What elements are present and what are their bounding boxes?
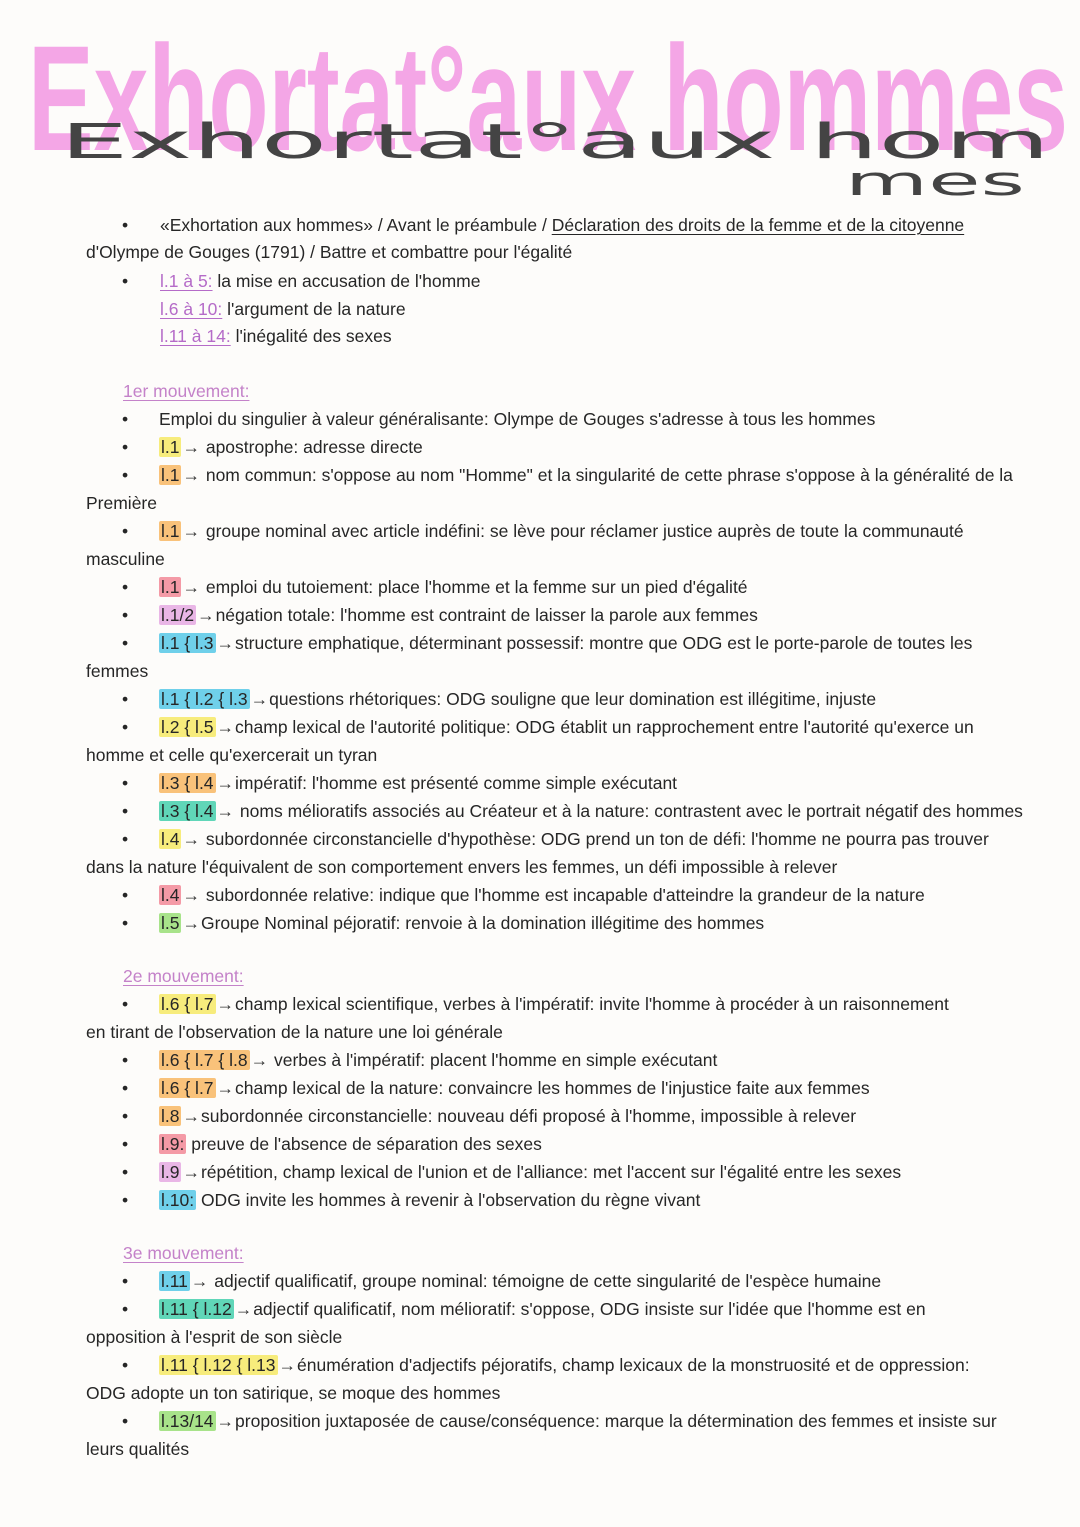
bullet: • — [122, 1161, 129, 1182]
title-ink-line2: mes — [845, 159, 1025, 205]
bullet: • — [122, 772, 129, 793]
list-item — [86, 517, 1061, 573]
plan-text: l'inégalité des sexes — [230, 326, 392, 346]
arrow-icon: → — [278, 1354, 296, 1375]
item-continuation: homme et celle qu'exercerait un tyran — [86, 744, 378, 765]
item-text: ODG invite les hommes à revenir à l'observation du règne vivant — [196, 1189, 701, 1210]
document-body — [86, 212, 1061, 1463]
plan-list — [86, 268, 1061, 351]
bullet: • — [122, 1105, 129, 1126]
bullet: • — [122, 632, 129, 653]
line-ref-highlight: l.4 — [161, 828, 180, 849]
list-item — [86, 1267, 1061, 1295]
item-text: subordonnée relative: indique que l'homme est incapable d'atteindre la grandeur de la nature — [200, 884, 925, 905]
item-text: énumération d'adjectifs péjoratifs, champ lexicaux de la monstruosité et de oppression: — [297, 1354, 970, 1375]
line-ref-highlight: l.1/2 — [161, 604, 195, 625]
list-item — [86, 881, 1061, 909]
arrow-icon: → — [216, 716, 235, 737]
item-text: champ lexical de l'autorité politique: ODG établit un rapprochement entre l'autorité qu'exerce un — [235, 716, 974, 737]
line-ref-highlight: l.13/14 — [161, 1410, 214, 1431]
bullet: • — [122, 604, 129, 625]
item-text: proposition juxtaposée de cause/conséquence: marque la détermination des femmes et insiste sur — [235, 1410, 997, 1431]
arrow-icon: → — [182, 520, 200, 541]
plan-item — [160, 323, 1061, 351]
line-ref-highlight: l.10: — [161, 1189, 195, 1210]
arrow-icon: → — [216, 993, 235, 1014]
bullet: • — [122, 993, 129, 1014]
list-item — [86, 1351, 1061, 1407]
line-ref-highlight: l.1 — [161, 520, 180, 541]
item-text: preuve de l'absence de séparation des sexes — [186, 1133, 542, 1154]
bullet: • — [122, 1298, 129, 1319]
arrow-icon: → — [216, 1077, 235, 1098]
item-text: adjectif qualificatif, nom mélioratif: s'oppose, ODG insiste sur l'idée que l'homme est en — [253, 1298, 926, 1319]
line-ref-highlight: l.1 { l.2 { l.3 — [161, 688, 248, 709]
bullet: • — [122, 800, 129, 821]
arrow-icon: → — [190, 1270, 209, 1291]
title-ink-line1: Exhortat°aux hom — [60, 114, 1050, 170]
item-text: verbes à l'impératif: placent l'homme en simple exécutant — [269, 1049, 718, 1070]
item-continuation: masculine — [86, 548, 165, 569]
intro-source-title: Déclaration des droits de la femme et de la citoyenne — [551, 215, 965, 235]
line-ref: l.6 à 10: — [160, 298, 223, 319]
handwritten-title — [0, 0, 1080, 210]
item-text: structure emphatique, déterminant possessif: montre que ODG est le porte-parole de toutes les — [235, 632, 973, 653]
list-item — [86, 909, 1061, 937]
bullet: • — [122, 1354, 129, 1375]
list-item — [86, 1407, 1061, 1463]
list-item — [86, 601, 1061, 629]
arrow-icon: → — [182, 828, 200, 849]
bullet: • — [122, 828, 129, 849]
arrow-icon: → — [182, 912, 200, 933]
list-item — [86, 990, 1061, 1046]
plan-text: l'argument de la nature — [222, 298, 406, 319]
line-ref-highlight: l.3 { l.4 — [161, 772, 214, 793]
item-text: apostrophe: adresse directe — [200, 436, 423, 457]
item-continuation: ODG adopte un ton satirique, se moque des hommes — [86, 1382, 501, 1403]
list-item — [86, 573, 1061, 601]
plan-text: la mise en accusation de l'homme — [212, 271, 481, 291]
item-continuation: Première — [86, 492, 157, 513]
list-item — [86, 1186, 1061, 1214]
bullet: • — [122, 1049, 129, 1070]
arrow-icon: → — [250, 1049, 269, 1070]
line-ref-highlight: l.1 — [161, 436, 180, 457]
list-item — [86, 685, 1061, 713]
title-pink-letters: Exhortat°aux hommes — [28, 14, 1068, 182]
bullet: • — [122, 1189, 129, 1210]
item-text: groupe nominal avec article indéfini: se lève pour réclamer justice auprès de toute la communauté — [200, 520, 964, 541]
plan-item — [160, 268, 1061, 296]
list-item — [86, 713, 1061, 769]
arrow-icon: → — [216, 632, 235, 653]
line-ref: l.1 à 5: — [160, 271, 213, 291]
item-text: répétition, champ lexical de l'union et de l'alliance: met l'accent sur l'égalité entre les sexes — [200, 1161, 902, 1182]
bullet: • — [122, 1077, 129, 1098]
intro-text: «Exhortation aux hommes» / Avant le préambule / — [160, 215, 552, 235]
bullet: • — [122, 688, 129, 709]
item-continuation: dans la nature l'équivalent de son comportement envers les femmes, un défi impossible à relever — [86, 856, 838, 877]
bullet: • — [122, 576, 129, 597]
list-item — [86, 825, 1061, 881]
plan-item — [160, 296, 1061, 324]
bullet: • — [122, 215, 129, 235]
item-text: Groupe Nominal péjoratif: renvoie à la domination illégitime des hommes — [200, 912, 765, 933]
item-text: questions rhétoriques: ODG souligne que leur domination est illégitime, injuste — [269, 688, 877, 709]
bullet: • — [122, 912, 129, 933]
bullet: • — [122, 271, 129, 291]
item-continuation: en tirant de l'observation de la nature une loi générale — [86, 1021, 503, 1042]
arrow-icon: → — [216, 772, 235, 793]
item-text: Emploi du singulier à valeur généralisante: Olympe de Gouges s'adresse à tous les hommes — [159, 408, 876, 429]
intro-block — [86, 212, 1061, 266]
list-item — [86, 1074, 1061, 1102]
item-text: impératif: l'homme est présenté comme simple exécutant — [235, 772, 678, 793]
item-text: champ lexical de la nature: convaincre les hommes de l'injustice faite aux femmes — [235, 1077, 870, 1098]
item-text: subordonnée circonstancielle d'hypothèse: ODG prend un ton de défi: l'homme ne pourra pas trouver — [200, 828, 989, 849]
item-text: noms mélioratifs associés au Créateur et à la nature: contrastent avec le portrait négatif des hommes — [235, 800, 1023, 821]
line-ref-highlight: l.9: — [161, 1133, 185, 1154]
bullet: • — [122, 408, 129, 429]
line-ref-highlight: l.8 — [161, 1105, 180, 1126]
line-ref-highlight: l.6 { l.7 { l.8 — [161, 1049, 248, 1070]
arrow-icon: → — [182, 436, 200, 457]
item-text: négation totale: l'homme est contraint de laisser la parole aux femmes — [215, 604, 758, 625]
section-title-3: 3e mouvement: — [123, 1242, 244, 1263]
item-text: emploi du tutoiement: place l'homme et la femme sur un pied d'égalité — [200, 576, 748, 597]
line-ref-highlight: l.6 { l.7 — [161, 993, 214, 1014]
bullet: • — [122, 884, 129, 905]
line-ref-highlight: l.2 { l.5 — [161, 716, 214, 737]
line-ref-highlight: l.4 — [161, 884, 180, 905]
list-item — [86, 769, 1061, 797]
intro-line — [86, 212, 1061, 239]
arrow-icon: → — [182, 1161, 200, 1182]
line-ref-highlight: l.3 { l.4 — [161, 800, 214, 821]
arrow-icon: → — [182, 464, 200, 485]
arrow-icon: → — [182, 884, 200, 905]
bullet: • — [122, 436, 129, 457]
section-title-2: 2e mouvement: — [123, 965, 244, 986]
line-ref-highlight: l.9 — [161, 1161, 180, 1182]
line-ref-highlight: l.11 { l.12 — [161, 1298, 232, 1319]
list-item — [86, 629, 1061, 685]
arrow-icon: → — [234, 1298, 253, 1319]
item-continuation: femmes — [86, 660, 149, 681]
section-title-1: 1er mouvement: — [123, 380, 250, 401]
intro-line-continued: d'Olympe de Gouges (1791) / Battre et combattre pour l'égalité — [86, 242, 573, 262]
line-ref-highlight: l.11 — [161, 1270, 188, 1291]
arrow-icon: → — [197, 604, 215, 625]
arrow-icon: → — [182, 576, 200, 597]
item-text: subordonnée circonstancielle: nouveau défi proposé à l'homme, impossible à relever — [200, 1105, 857, 1126]
list-item — [86, 1158, 1061, 1186]
bullet: • — [122, 1270, 129, 1291]
list-item — [86, 461, 1061, 517]
bullet: • — [122, 1410, 129, 1431]
item-text: champ lexical scientifique, verbes à l'impératif: invite l'homme à procéder à un raisonnement — [235, 993, 949, 1014]
item-text: nom commun: s'oppose au nom "Homme" et la singularité de cette phrase s'oppose à la généralité de la — [200, 464, 1013, 485]
line-ref-highlight: l.6 { l.7 — [161, 1077, 214, 1098]
list-item — [86, 433, 1061, 461]
item-continuation: opposition à l'esprit de son siècle — [86, 1326, 343, 1347]
list-item — [86, 797, 1061, 825]
arrow-icon: → — [216, 800, 235, 821]
list-item — [86, 1295, 1061, 1351]
list-item — [86, 1130, 1061, 1158]
line-ref-highlight: l.11 { l.12 { l.13 — [161, 1354, 276, 1375]
line-ref-highlight: l.5 — [161, 912, 180, 933]
line-ref: l.11 à 14: — [160, 326, 231, 346]
bullet: • — [122, 716, 129, 737]
bullet: • — [122, 1133, 129, 1154]
arrow-icon: → — [216, 1410, 235, 1431]
title-drawing — [0, 0, 1080, 210]
arrow-icon: → — [182, 1105, 200, 1126]
list-item — [86, 1046, 1061, 1074]
bullet: • — [122, 464, 129, 485]
arrow-icon: → — [250, 688, 269, 709]
list-item — [86, 1102, 1061, 1130]
item-text: adjectif qualificatif, groupe nominal: témoigne de cette singularité de l'espèce humaine — [209, 1270, 882, 1291]
list-item — [86, 405, 1061, 433]
item-continuation: leurs qualités — [86, 1438, 190, 1459]
line-ref-highlight: l.1 { l.3 — [161, 632, 214, 653]
line-ref-highlight: l.1 — [161, 464, 180, 485]
bullet: • — [122, 520, 129, 541]
line-ref-highlight: l.1 — [161, 576, 180, 597]
